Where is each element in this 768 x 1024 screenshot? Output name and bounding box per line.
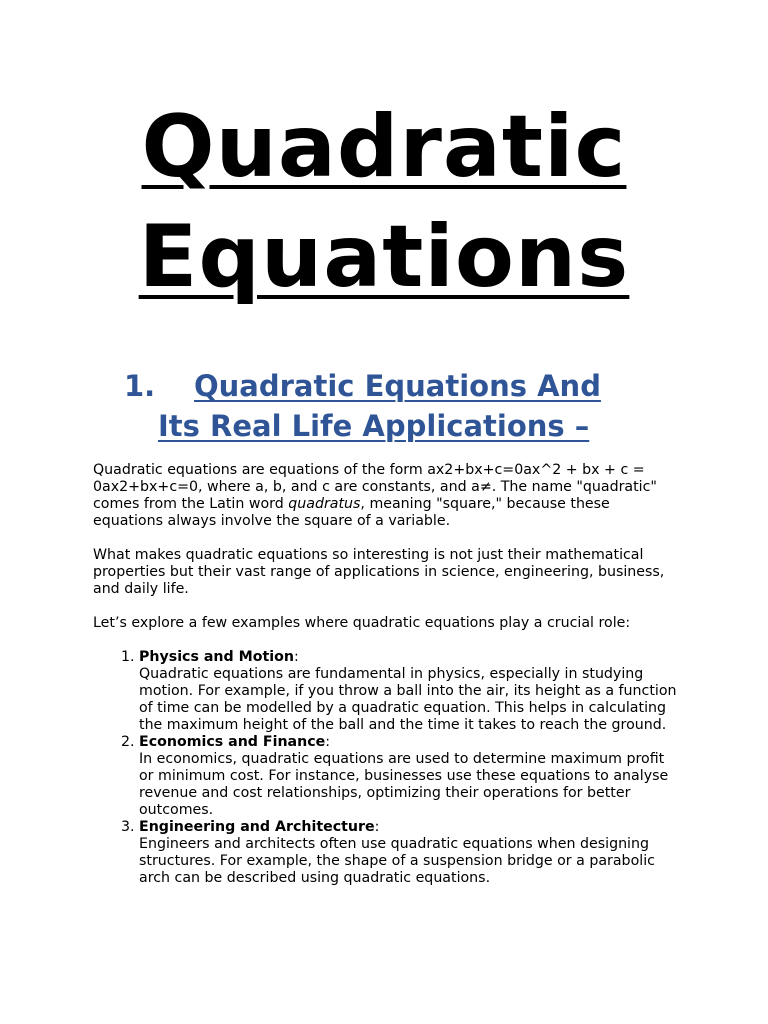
title-line-2: Equations <box>138 207 630 307</box>
document-body <box>93 462 683 887</box>
list-item-text: Quadratic equations are fundamental in physics, especially in studying motion. For example, if you throw a ball into the air, its height as a function of time can be modelled by a quadratic equation. This helps in calculating the maximum height of the ball and the time it takes to reach the ground. <box>139 666 677 733</box>
intro-p1-text-b: , meaning "square," because these equations always involve the square of a variable. <box>93 496 610 529</box>
applications-list <box>93 649 683 887</box>
intro-p1-italic-word: quadratus <box>288 496 361 512</box>
intro-paragraph-1 <box>93 462 683 530</box>
section-heading <box>124 366 684 446</box>
list-item-colon: : <box>325 734 331 750</box>
list-item-title: Physics and Motion <box>139 649 294 665</box>
list-item-title: Economics and Finance <box>139 734 326 750</box>
section-heading-line-2: Its Real Life Applications – <box>158 409 590 443</box>
intro-paragraph-3: Let’s explore a few examples where quadratic equations play a crucial role: <box>93 615 631 631</box>
intro-paragraph-2: What makes quadratic equations so interesting is not just their mathematical properties but their vast range of applications in science, engineering, business, and daily life. <box>93 547 665 597</box>
list-item-title: Engineering and Architecture <box>139 819 375 835</box>
list-item <box>139 649 683 734</box>
section-number: 1. <box>124 369 156 403</box>
title-line-1: Quadratic <box>141 97 627 197</box>
list-item <box>139 819 683 887</box>
document-title <box>0 92 768 312</box>
list-item-text: In economics, quadratic equations are used to determine maximum profit or minimum cost. For instance, businesses use these equations to analyse revenue and cost relationships, optimizing their operations for better outcomes. <box>139 751 669 818</box>
list-item-colon: : <box>293 649 299 665</box>
list-item-colon: : <box>374 819 380 835</box>
list-item-text: Engineers and architects often use quadratic equations when designing structures. For example, the shape of a suspension bridge or a parabolic arch can be described using quadratic equations. <box>139 836 655 886</box>
list-item <box>139 734 683 819</box>
section-heading-line-1: Quadratic Equations And <box>194 369 601 403</box>
intro-p1-text-a: Quadratic equations are equations of the form ax2+bx+c=0ax^2 + bx + c = 0ax2+bx+c=0, where a, b, and c are constants, and a≠. The name "quadratic" comes from the Latin word <box>93 462 657 512</box>
